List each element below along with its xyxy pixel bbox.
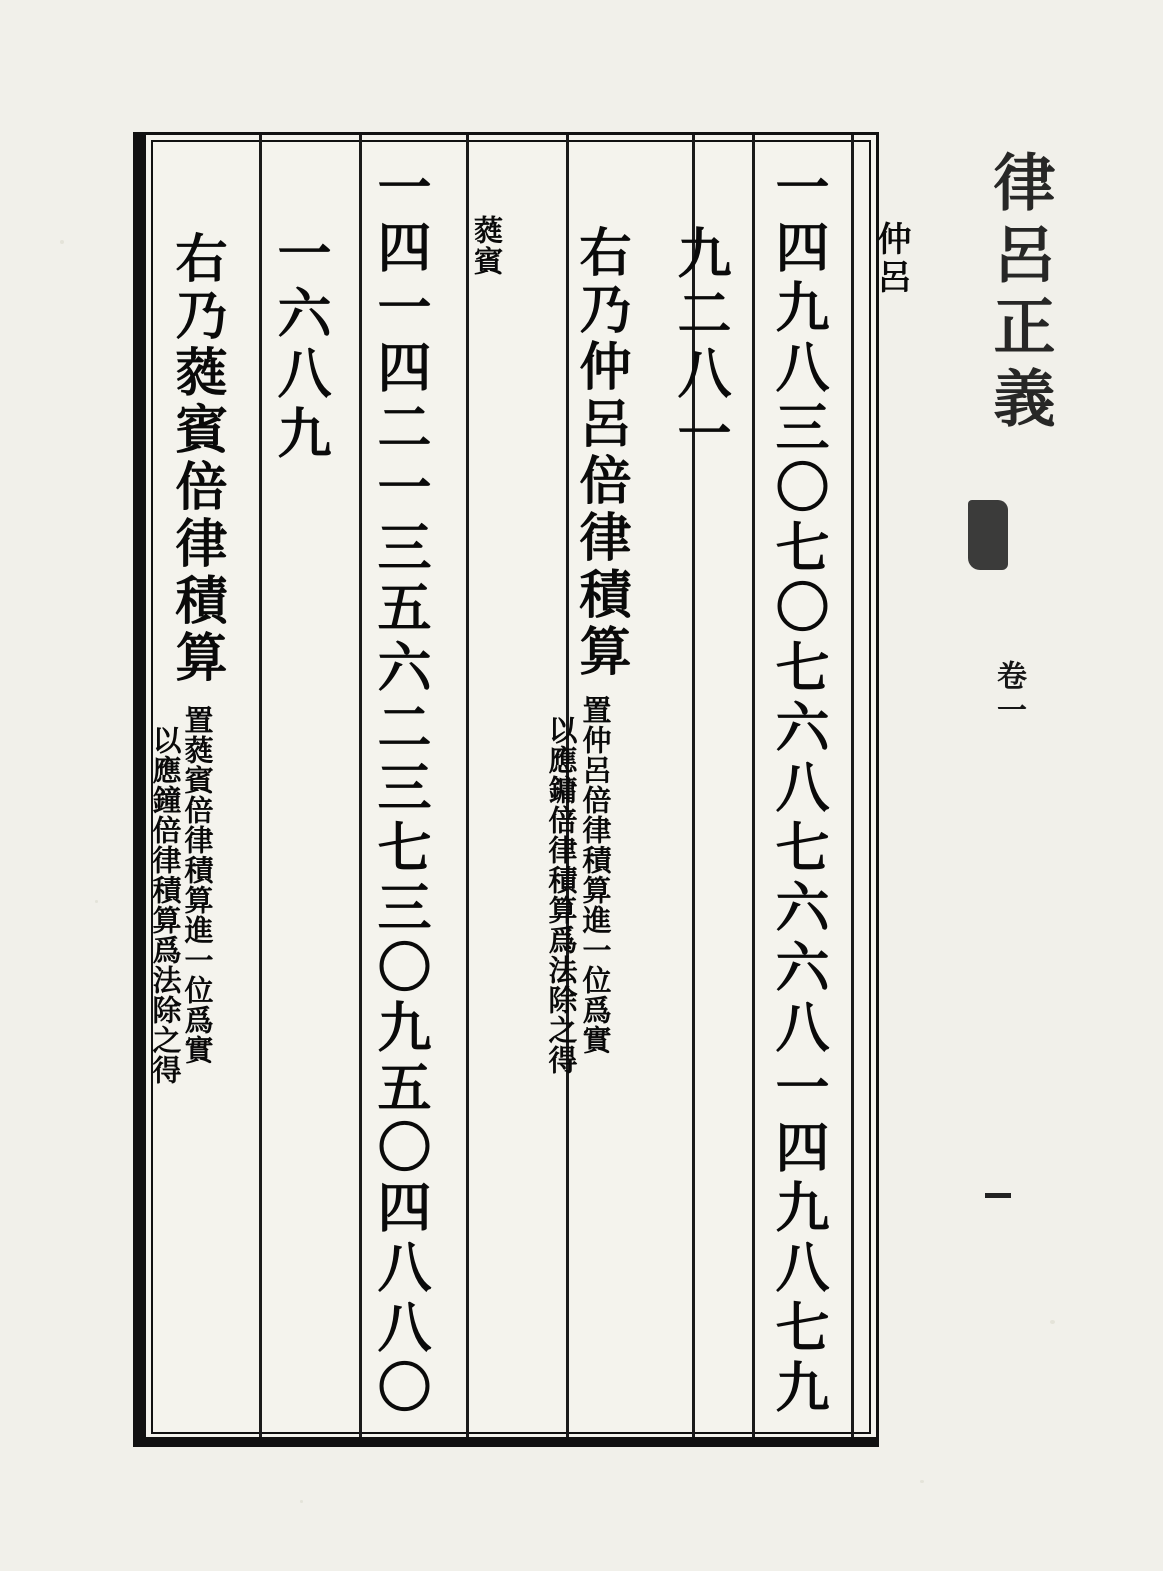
column-numerals-zhonglu-main: 一四九八三〇七〇七六八七六六八一四九八七九 bbox=[767, 159, 831, 1419]
speckle bbox=[1050, 1320, 1055, 1324]
speckle bbox=[920, 1480, 924, 1483]
margin-dash-mark bbox=[985, 1193, 1011, 1198]
block-frame-bottom-bar bbox=[133, 1437, 879, 1447]
column-heading-zhonglu: 右乃仲呂倍律積算 bbox=[570, 225, 631, 681]
column-annotation-ruibin-right: 置蕤賓倍律積算進一位爲實 bbox=[180, 705, 215, 1065]
column-heading-ruibin: 右乃蕤賓倍律積算 bbox=[166, 231, 227, 687]
column-annotation-zhonglu-right: 置仲呂倍律積算進一位爲實 bbox=[578, 695, 613, 1055]
column-annotation-zhonglu-left: 以應鏞倍律積算爲法除之得 bbox=[544, 715, 579, 1075]
column-numerals-zhonglu-tail: 九二八一 bbox=[669, 225, 733, 465]
margin-ink-smudge bbox=[968, 500, 1008, 570]
column-label-ruibin: 蕤賓 bbox=[470, 215, 504, 277]
speckle bbox=[60, 240, 64, 244]
margin-book-title: 律呂正義 bbox=[983, 150, 1056, 438]
column-numerals-ruibin-tail: 一六八九 bbox=[269, 225, 333, 465]
column-label-zhonglu: 仲呂 bbox=[871, 221, 911, 297]
column-annotation-ruibin-left: 以應鐘倍律積算爲法除之得 bbox=[148, 725, 183, 1085]
speckle bbox=[300, 1500, 303, 1503]
block-frame bbox=[133, 132, 911, 1442]
column-rule bbox=[752, 135, 755, 1439]
speckle bbox=[95, 900, 98, 903]
column-rule bbox=[359, 135, 362, 1439]
column-rule bbox=[259, 135, 262, 1439]
column-rule bbox=[466, 135, 469, 1439]
column-numerals-ruibin-main: 一四一四二一三五六二三七三〇九五〇四八八〇 bbox=[369, 159, 433, 1419]
column-rule bbox=[851, 135, 854, 1439]
margin-volume-mark: 卷一 bbox=[991, 660, 1026, 728]
